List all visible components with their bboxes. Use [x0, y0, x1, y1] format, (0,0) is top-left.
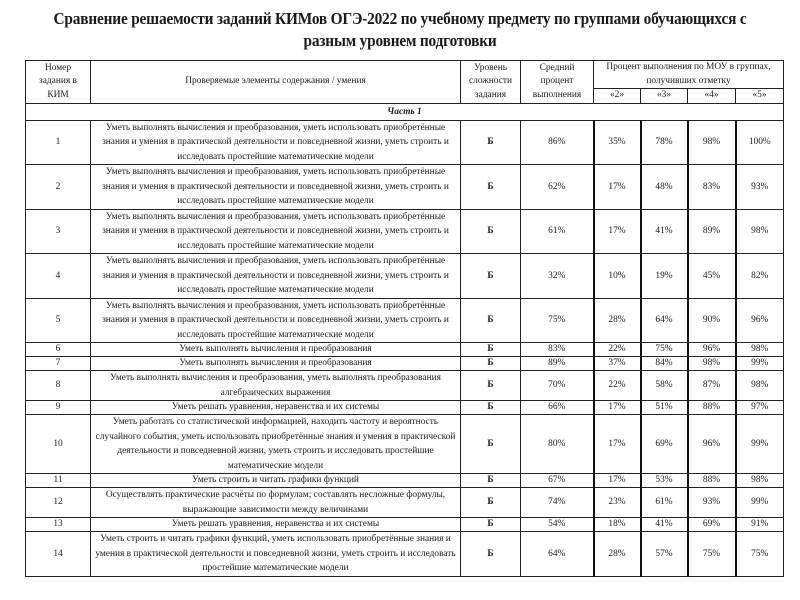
task-number: 14	[26, 532, 91, 577]
table-row	[26, 518, 784, 532]
task-number: 11	[26, 474, 91, 488]
grade-2-percent: 35%	[594, 120, 641, 165]
grade-5-percent: 75%	[736, 532, 784, 577]
avg-percent: 80%	[521, 415, 594, 474]
difficulty-level: Б	[461, 298, 521, 343]
grade-5-percent: 98%	[736, 474, 784, 488]
grade-4-percent: 98%	[688, 120, 736, 165]
task-number: 8	[26, 371, 91, 401]
task-description: Уметь решать уравнения, неравенства и их системы	[91, 401, 461, 415]
grade-3-percent: 41%	[641, 209, 688, 254]
difficulty-level: Б	[461, 415, 521, 474]
avg-percent: 54%	[521, 518, 594, 532]
task-number: 12	[26, 488, 91, 518]
grade-5-percent: 100%	[736, 120, 784, 165]
header-elements: Проверяемые элементы содержания / умения	[91, 61, 461, 104]
grade-2-percent: 18%	[594, 518, 641, 532]
avg-percent: 70%	[521, 371, 594, 401]
grade-5-percent: 99%	[736, 357, 784, 371]
grade-3-percent: 61%	[641, 488, 688, 518]
avg-percent: 62%	[521, 165, 594, 210]
results-table	[25, 60, 784, 577]
avg-percent: 64%	[521, 532, 594, 577]
grade-5-percent: 98%	[736, 209, 784, 254]
header-grade-2: «2»	[594, 89, 641, 104]
grade-3-percent: 57%	[641, 532, 688, 577]
grade-4-percent: 45%	[688, 254, 736, 299]
header-grade-3: «3»	[641, 89, 688, 104]
grade-2-percent: 28%	[594, 298, 641, 343]
header-task-number: Номер задания в КИМ	[26, 61, 91, 104]
task-description: Уметь строить и читать графики функций, уметь использовать приобретённые знания и умения в практической деятельности и повседневной жизни, уметь строить и исследовать простейшие математические модели	[91, 532, 461, 577]
grade-3-percent: 64%	[641, 298, 688, 343]
grade-2-percent: 22%	[594, 371, 641, 401]
task-description: Уметь решать уравнения, неравенства и их системы	[91, 518, 461, 532]
grade-2-percent: 23%	[594, 488, 641, 518]
table-row	[26, 401, 784, 415]
section-label: Часть 1	[26, 103, 784, 120]
grade-4-percent: 75%	[688, 532, 736, 577]
avg-percent: 66%	[521, 401, 594, 415]
grade-3-percent: 78%	[641, 120, 688, 165]
grade-4-percent: 98%	[688, 357, 736, 371]
table-row	[26, 357, 784, 371]
avg-percent: 61%	[521, 209, 594, 254]
grade-3-percent: 41%	[641, 518, 688, 532]
grade-2-percent: 37%	[594, 357, 641, 371]
task-description: Уметь выполнять вычисления и преобразования, уметь использовать приобретённые знания и умения в практической деятельности и повседневной жизни, уметь строить и исследовать простейшие математические модели	[91, 120, 461, 165]
difficulty-level: Б	[461, 254, 521, 299]
grade-2-percent: 22%	[594, 343, 641, 357]
grade-2-percent: 17%	[594, 401, 641, 415]
grade-2-percent: 17%	[594, 165, 641, 210]
task-description: Уметь выполнять вычисления и преобразования, уметь выполнять преобразования алгебраических выражения	[91, 371, 461, 401]
avg-percent: 74%	[521, 488, 594, 518]
grade-2-percent: 10%	[594, 254, 641, 299]
grade-4-percent: 88%	[688, 474, 736, 488]
table-row	[26, 298, 784, 343]
grade-5-percent: 97%	[736, 401, 784, 415]
grade-3-percent: 53%	[641, 474, 688, 488]
grade-5-percent: 91%	[736, 518, 784, 532]
task-number: 5	[26, 298, 91, 343]
table-row	[26, 120, 784, 165]
header-difficulty: Уровень сложности задания	[461, 61, 521, 104]
header-avg-percent: Средний процент выполнения	[521, 61, 594, 104]
task-number: 7	[26, 357, 91, 371]
task-description: Осуществлять практические расчёты по формулам; составлять несложные формулы, выражающие зависимости между величинами	[91, 488, 461, 518]
avg-percent: 83%	[521, 343, 594, 357]
table-row	[26, 343, 784, 357]
task-number: 6	[26, 343, 91, 357]
difficulty-level: Б	[461, 120, 521, 165]
grade-3-percent: 48%	[641, 165, 688, 210]
avg-percent: 75%	[521, 298, 594, 343]
grade-3-percent: 75%	[641, 343, 688, 357]
table-row	[26, 474, 784, 488]
grade-3-percent: 84%	[641, 357, 688, 371]
difficulty-level: Б	[461, 343, 521, 357]
task-number: 1	[26, 120, 91, 165]
page-title: Сравнение решаемости заданий КИМов ОГЭ-2022 по учебному предмету по группами обучающихся с разным уровнем подготовки	[53, 9, 747, 50]
difficulty-level: Б	[461, 371, 521, 401]
table-row	[26, 209, 784, 254]
grade-4-percent: 96%	[688, 415, 736, 474]
difficulty-level: Б	[461, 209, 521, 254]
grade-4-percent: 87%	[688, 371, 736, 401]
grade-3-percent: 58%	[641, 371, 688, 401]
task-description: Уметь выполнять вычисления и преобразования, уметь использовать приобретённые знания и умения в практической деятельности и повседневной жизни, уметь строить и исследовать простейшие математические модели	[91, 209, 461, 254]
section-row	[26, 103, 784, 120]
grade-3-percent: 19%	[641, 254, 688, 299]
task-description: Уметь выполнять вычисления и преобразования, уметь использовать приобретённые знания и умения в практической деятельности и повседневной жизни, уметь строить и исследовать простейшие математические модели	[91, 254, 461, 299]
table-row	[26, 488, 784, 518]
grade-2-percent: 28%	[594, 532, 641, 577]
grade-4-percent: 96%	[688, 343, 736, 357]
avg-percent: 32%	[521, 254, 594, 299]
grade-2-percent: 17%	[594, 209, 641, 254]
grade-2-percent: 17%	[594, 415, 641, 474]
table-row	[26, 415, 784, 474]
grade-2-percent: 17%	[594, 474, 641, 488]
grade-5-percent: 98%	[736, 371, 784, 401]
task-number: 13	[26, 518, 91, 532]
grade-4-percent: 89%	[688, 209, 736, 254]
difficulty-level: Б	[461, 165, 521, 210]
difficulty-level: Б	[461, 518, 521, 532]
grade-5-percent: 96%	[736, 298, 784, 343]
table-row	[26, 371, 784, 401]
task-description: Уметь работать со статистической информацией, находить частоту и вероятность случайного события, уметь использовать приобретённые знания и умения в практической деятельности и повседневной жизни, уметь строить и исследовать простейшие математические модели	[91, 415, 461, 474]
header-grade-4: «4»	[688, 89, 736, 104]
grade-5-percent: 93%	[736, 165, 784, 210]
avg-percent: 89%	[521, 357, 594, 371]
task-number: 4	[26, 254, 91, 299]
table-row	[26, 165, 784, 210]
grade-3-percent: 51%	[641, 401, 688, 415]
header-group-percent: Процент выполнения по МОУ в группах, получивших отметку	[594, 61, 784, 89]
grade-5-percent: 82%	[736, 254, 784, 299]
difficulty-level: Б	[461, 488, 521, 518]
task-description: Уметь выполнять вычисления и преобразования	[91, 343, 461, 357]
task-number: 10	[26, 415, 91, 474]
task-description: Уметь выполнять вычисления и преобразования, уметь использовать приобретённые знания и умения в практической деятельности и повседневной жизни, уметь строить и исследовать простейшие математические модели	[91, 298, 461, 343]
difficulty-level: Б	[461, 474, 521, 488]
task-description: Уметь выполнять вычисления и преобразования, уметь использовать приобретённые знания и умения в практической деятельности и повседневной жизни, уметь строить и исследовать простейшие математические модели	[91, 165, 461, 210]
table-row	[26, 254, 784, 299]
task-number: 9	[26, 401, 91, 415]
difficulty-level: Б	[461, 532, 521, 577]
grade-5-percent: 98%	[736, 343, 784, 357]
task-description: Уметь строить и читать графики функций	[91, 474, 461, 488]
grade-4-percent: 93%	[688, 488, 736, 518]
grade-3-percent: 69%	[641, 415, 688, 474]
grade-4-percent: 83%	[688, 165, 736, 210]
task-number: 2	[26, 165, 91, 210]
table-row	[26, 532, 784, 577]
header-grade-5: «5»	[736, 89, 784, 104]
task-description: Уметь выполнять вычисления и преобразования	[91, 357, 461, 371]
grade-5-percent: 99%	[736, 415, 784, 474]
difficulty-level: Б	[461, 357, 521, 371]
avg-percent: 67%	[521, 474, 594, 488]
task-number: 3	[26, 209, 91, 254]
grade-4-percent: 69%	[688, 518, 736, 532]
grade-4-percent: 88%	[688, 401, 736, 415]
grade-4-percent: 90%	[688, 298, 736, 343]
difficulty-level: Б	[461, 401, 521, 415]
grade-5-percent: 99%	[736, 488, 784, 518]
avg-percent: 86%	[521, 120, 594, 165]
